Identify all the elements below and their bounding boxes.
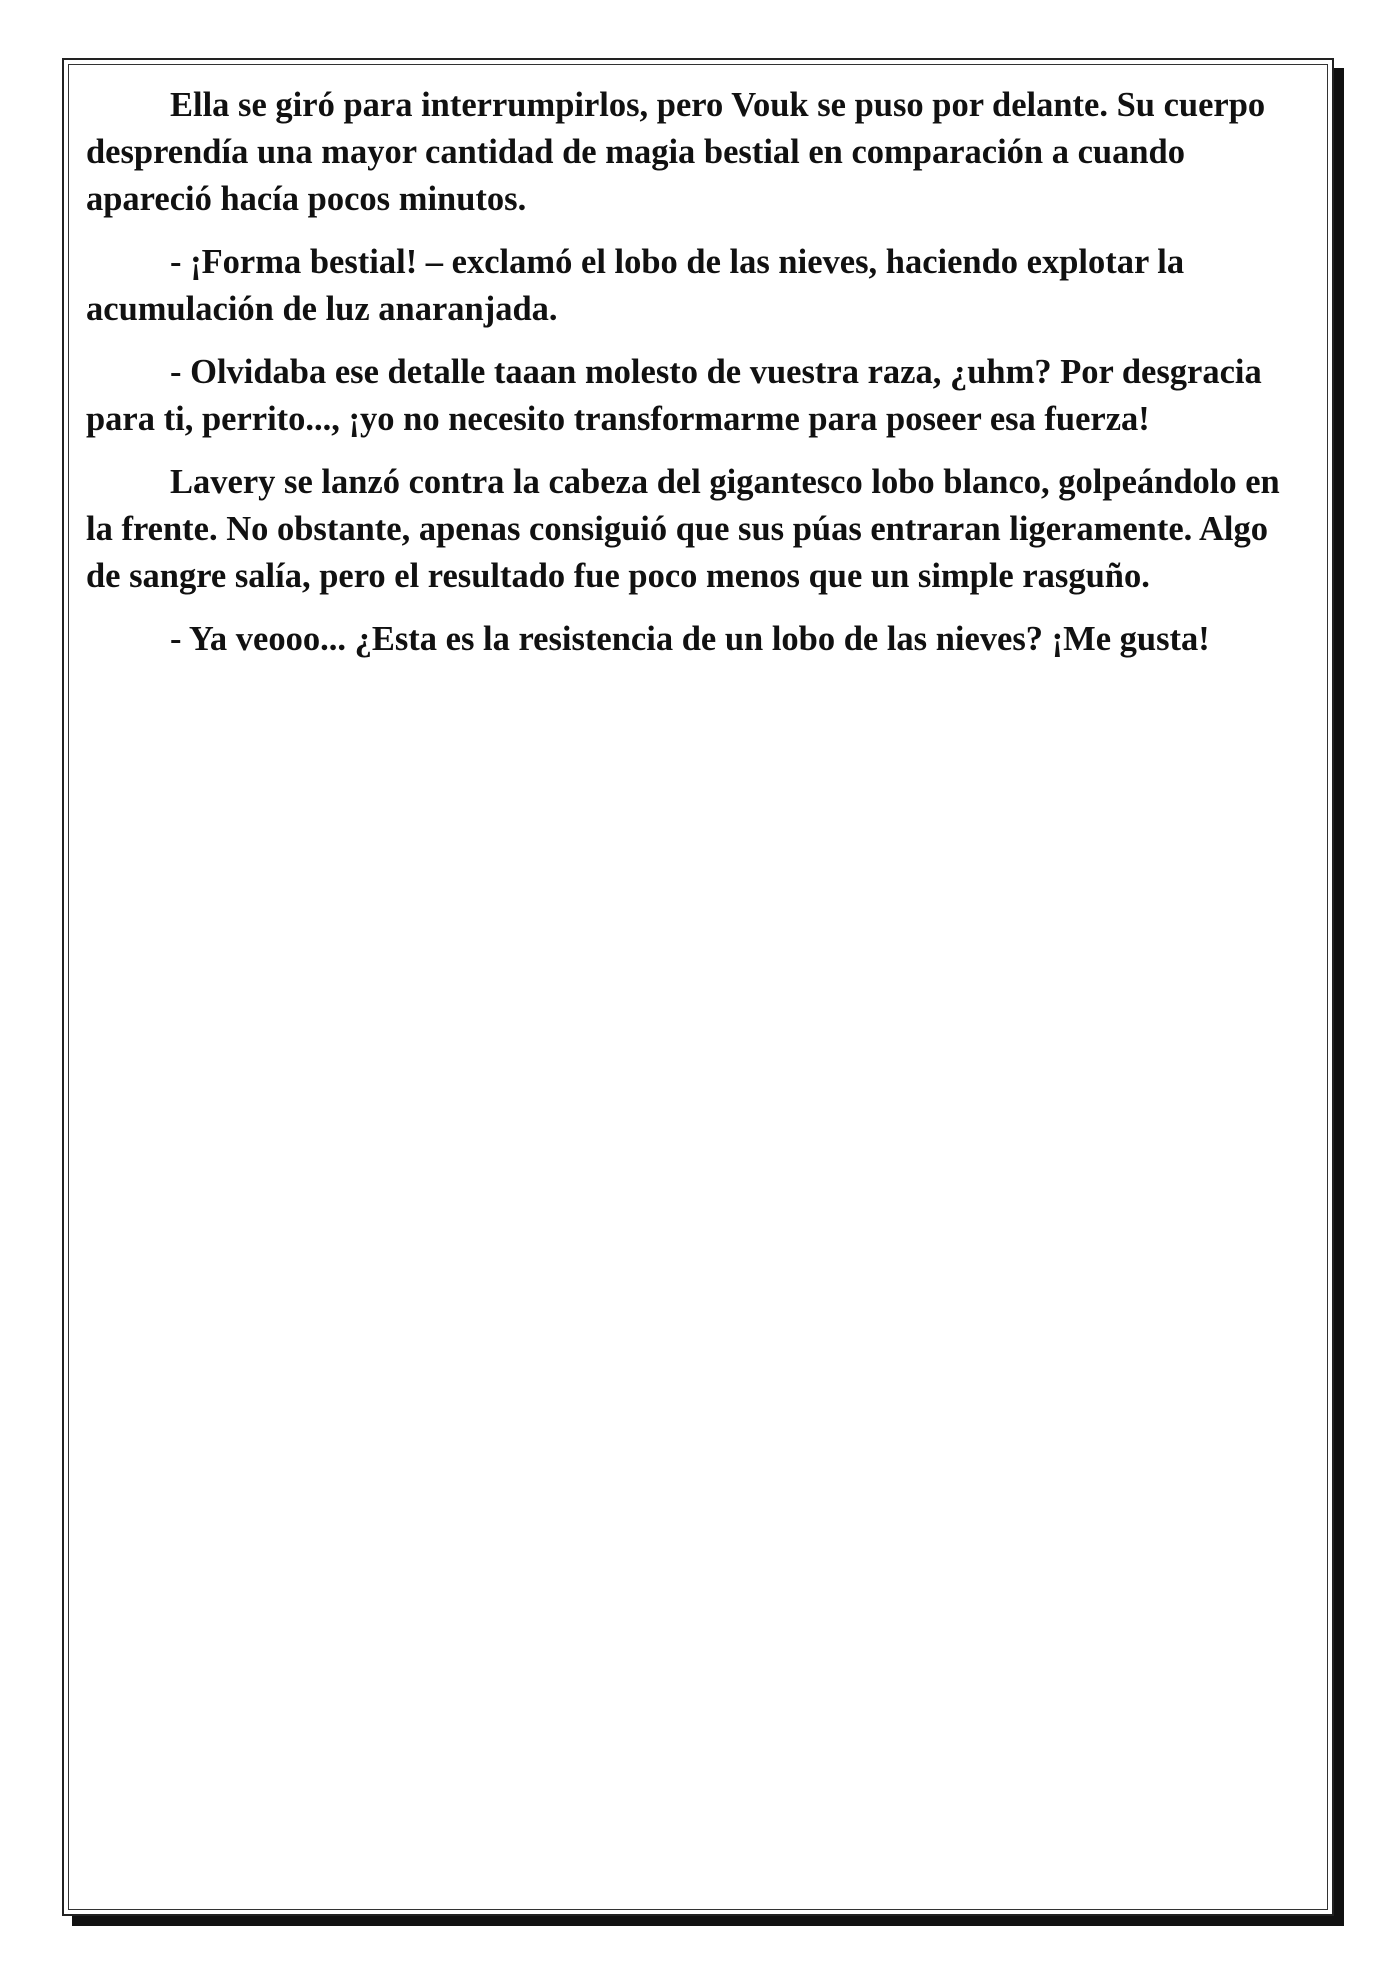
paragraph-1: Ella se giró para interrumpirlos, pero Vouk se puso por delante. Su cuerpo desprendía una mayor cantidad de magia bestial en comparación a cuando apareció hacía pocos minutos. bbox=[86, 86, 1266, 218]
paragraph-2-dialogue: - ¡Forma bestial! – exclamó el lobo de las nieves, haciendo explotar la acumulación de luz anaranjada. bbox=[86, 243, 1185, 328]
paragraph-5-dialogue: - Ya veooo... ¿Esta es la resistencia de un lobo de las nieves? ¡Me gusta! bbox=[170, 620, 1210, 658]
page-frame bbox=[62, 58, 1334, 1916]
document-body bbox=[86, 82, 1306, 679]
paragraph-3-dialogue: - Olvidaba ese detalle taaan molesto de vuestra raza, ¿uhm? Por desgracia para ti, perrito..., ¡yo no necesito transformarme para poseer esa fuerza! bbox=[86, 353, 1262, 438]
paragraph-4: Lavery se lanzó contra la cabeza del gigantesco lobo blanco, golpeándolo en la frente. No obstante, apenas consiguió que sus púas entraran ligeramente. Algo de sangre salía, pero el resultado fue poco menos que un simple rasguño. bbox=[86, 463, 1280, 595]
